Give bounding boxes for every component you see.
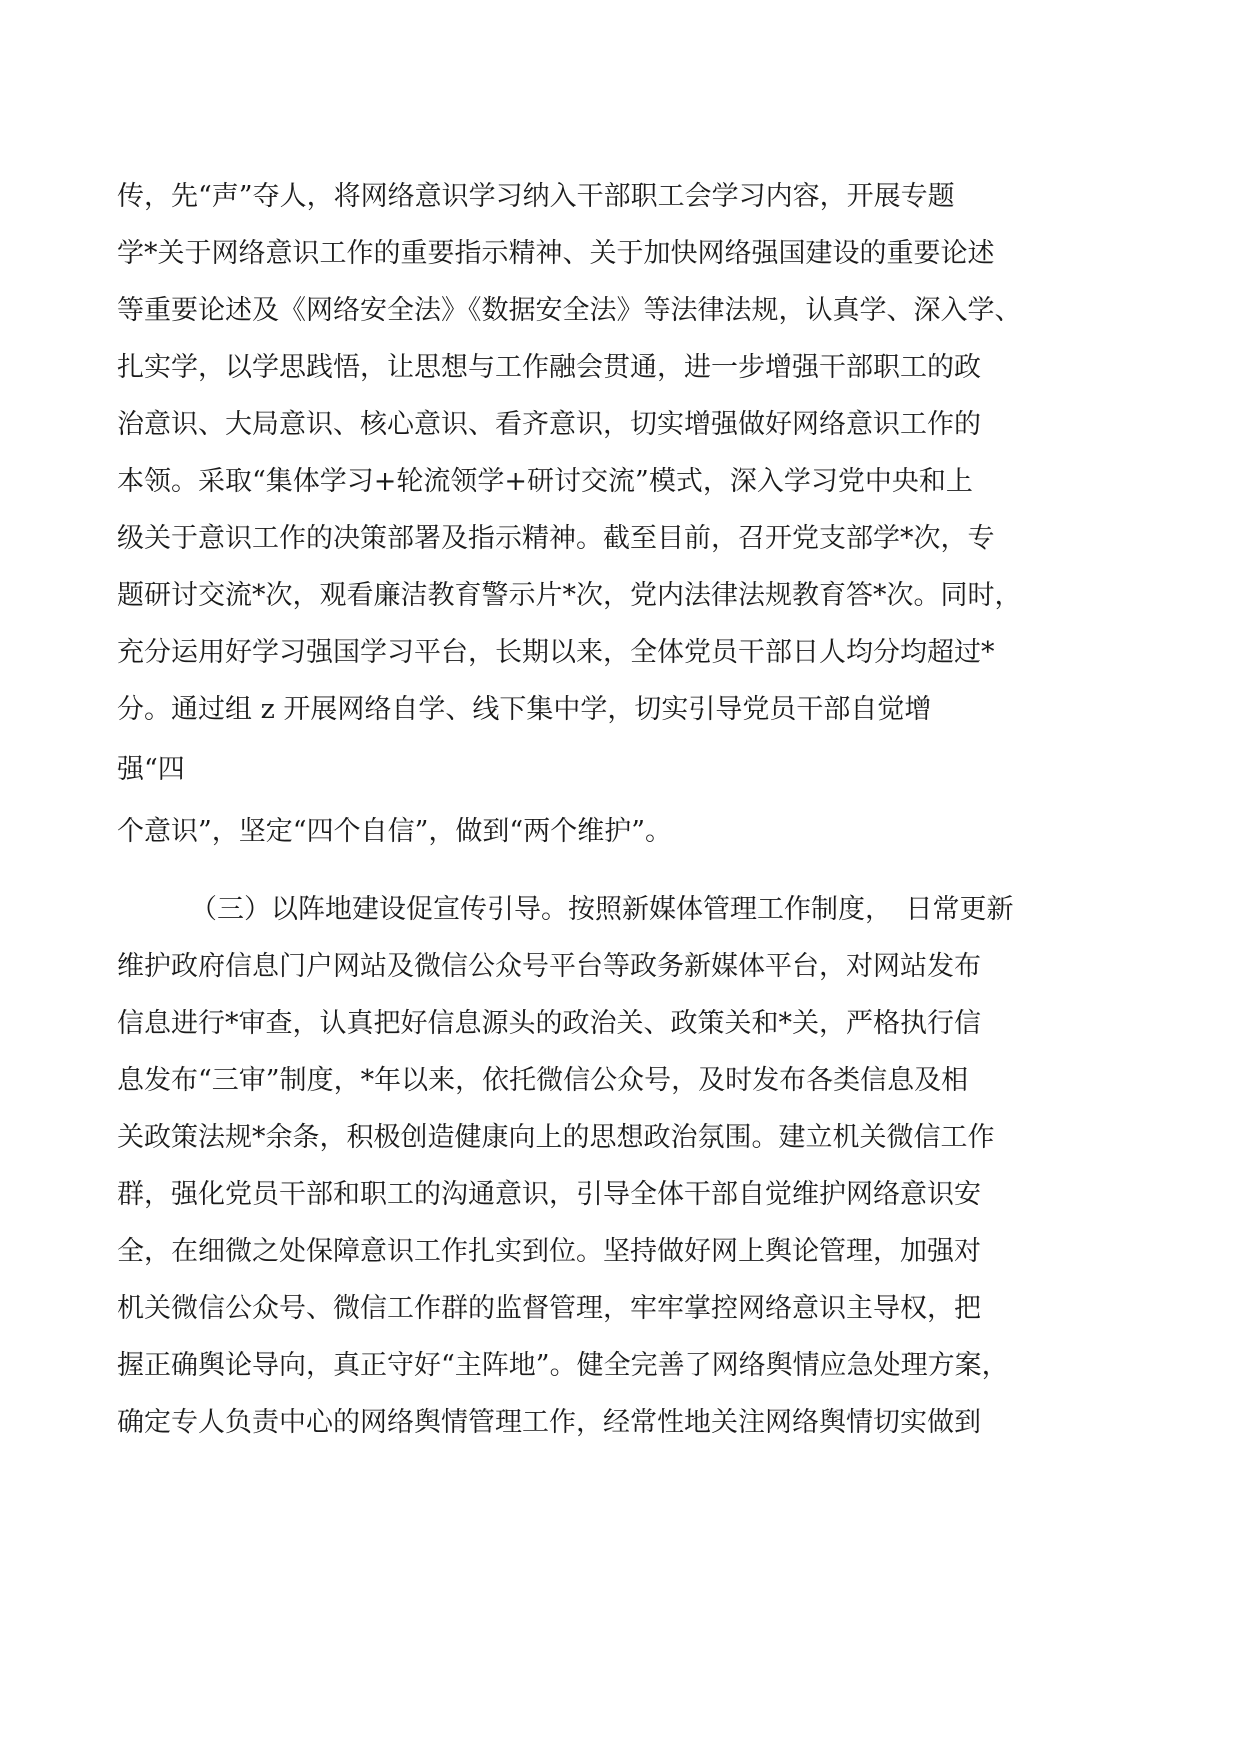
text-line: 机关微信公众号、微信工作群的监督管理，牢牢掌控网络意识主导权，把 bbox=[117, 1293, 981, 1324]
text-line: 题研讨交流*次，观看廉洁教育警示片*次，党内法律法规教育答*次。同时， bbox=[117, 580, 1022, 611]
text-line: 群，强化党员干部和职工的沟通意识，引导全体干部自觉维护网络意识安 bbox=[117, 1179, 981, 1210]
text-line: 信息进行*审查，认真把好信息源头的政治关、政策关和*关，严格执行信 bbox=[117, 1008, 981, 1039]
text-line: 握正确舆论导向，真正守好“主阵地”。健全完善了网络舆情应急处理方案， bbox=[117, 1350, 1009, 1381]
section-heading-line: （三）以阵地建设促宣传引导。按照新媒体管理工作制度， 日常更新 bbox=[190, 894, 1014, 925]
text-line: 维护政府信息门户网站及微信公众号平台等政务新媒体平台，对网站发布 bbox=[117, 951, 981, 982]
text-line: 充分运用好学习强国学习平台，长期以来，全体党员干部日人均分均超过* bbox=[117, 637, 995, 668]
text-line: 确定专人负责中心的网络舆情管理工作，经常性地关注网络舆情切实做到 bbox=[117, 1407, 981, 1438]
text-line: 级关于意识工作的决策部署及指示精神。截至目前，召开党支部学*次，专 bbox=[117, 523, 995, 554]
text-line: 息发布“三审”制度，*年以来，依托微信公众号，及时发布各类信息及相 bbox=[117, 1065, 969, 1096]
text-line: 等重要论述及《网络安全法》《数据安全法》等法律法规，认真学、深入学、 bbox=[117, 295, 1022, 326]
text-line: 扎实学，以学思践悟，让思想与工作融会贯通，进一步增强干部职工的政 bbox=[117, 352, 981, 383]
text-line: 传，先“声”夺人，将网络意识学习纳入干部职工会学习内容，开展专题 bbox=[117, 181, 955, 212]
text-line: 本领。采取“集体学习+轮流领学+研讨交流”模式，深入学习党中央和上 bbox=[117, 466, 973, 497]
text-line: 强“四 bbox=[117, 754, 185, 785]
text-line: 治意识、大局意识、核心意识、看齐意识，切实增强做好网络意识工作的 bbox=[117, 409, 981, 440]
text-line: 分。通过组 z 开展网络自学、线下集中学，切实引导党员干部自觉增 bbox=[117, 694, 932, 725]
text-line: 学*关于网络意识工作的重要指示精神、关于加快网络强国建设的重要论述 bbox=[117, 238, 995, 269]
text-line: 关政策法规*余条，积极创造健康向上的思想政治氛围。建立机关微信工作 bbox=[117, 1122, 995, 1153]
text-line: 个意识”，坚定“四个自信”，做到“两个维护”。 bbox=[117, 816, 673, 847]
text-line: 全，在细微之处保障意识工作扎实到位。坚持做好网上舆论管理，加强对 bbox=[117, 1236, 981, 1267]
